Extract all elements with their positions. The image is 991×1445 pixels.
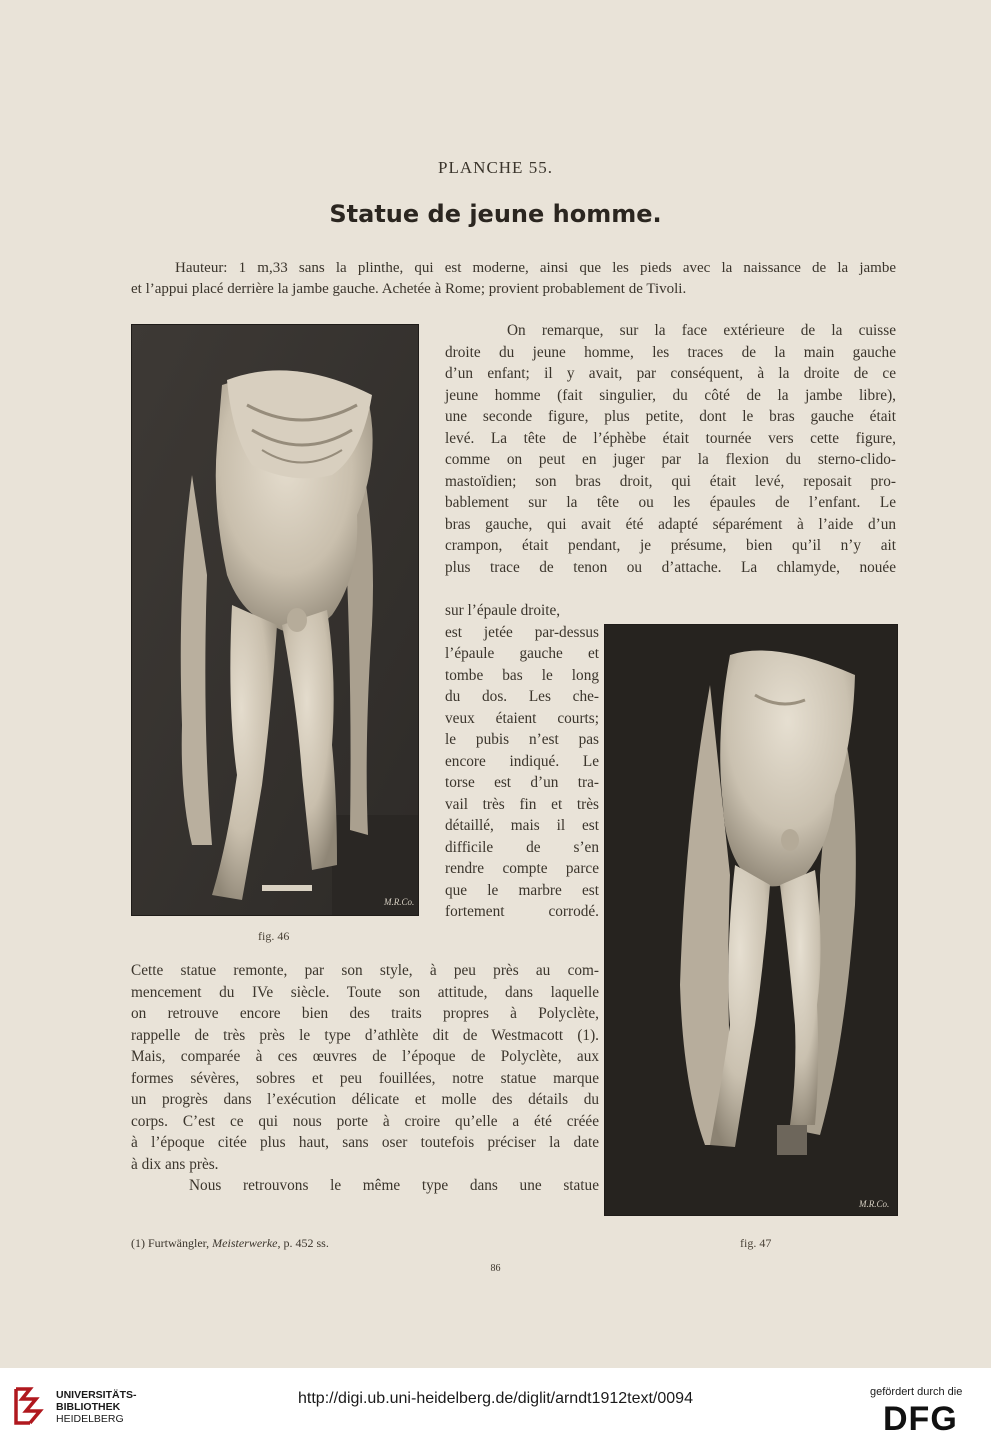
narrow-column-text — [445, 600, 599, 930]
statue-torso-front-image — [132, 325, 418, 915]
text-line: à l’époque citée plus haut, sans oser toutefois préciser la date — [131, 1134, 599, 1151]
text-line: une seconde figure, plus petite, dont le bras gauche était — [445, 408, 896, 425]
text-line: on retrouve encore bien des traits propres à Polyclète, — [131, 1005, 599, 1022]
figure-46-photo — [131, 324, 419, 916]
text-line: un progrès dans l’exécution délicate et molle des détails du — [131, 1091, 599, 1108]
library-name-line: BIBLIOTHEK — [56, 1401, 121, 1413]
text-line: fortement corrodé. — [445, 903, 599, 920]
text-line: mastoïdien; son bras droit, qui était levé, reposait pro- — [445, 472, 896, 490]
text-line: difficile de s’en — [445, 838, 599, 856]
text-line: veux étaient courts; — [445, 709, 599, 727]
text-line: encore indiqué. Le — [445, 752, 599, 770]
page-title: Statue de jeune homme. — [329, 200, 662, 228]
text-line: plus trace de tenon ou d’attache. La chlamyde, nouée — [445, 558, 896, 576]
text-line: Cette statue remonte, par son style, à peu près au com- — [131, 962, 599, 979]
text-line: vail très fin et très — [445, 795, 599, 813]
text-line: rappelle de très près le type d’athlète dit de Westmacott (1). — [131, 1026, 599, 1044]
text-line: d’un enfant; il y avait, par conséquent, à la droite de ce — [445, 365, 896, 382]
text-line: sur l’épaule droite, — [445, 602, 561, 619]
text-line: bablement sur la tête ou les épaules de l’enfant. Le — [445, 494, 896, 511]
text-line: jeune homme (fait singulier, du côté de la jambe libre), — [445, 386, 896, 404]
plate-number: PLANCHE 55. — [438, 158, 553, 177]
footnote-number: (1) — [131, 1236, 145, 1250]
page-number: 86 — [490, 1263, 501, 1274]
text-line: Mais, comparée à ces œuvres de l’époque de Polyclète, aux — [131, 1048, 599, 1065]
figure-47-photo — [604, 624, 898, 1216]
photographer-mark: M.R.Co. — [859, 1199, 890, 1209]
footnote-ref: p. 452 ss. — [283, 1236, 329, 1250]
funding-caption: gefördert durch die — [870, 1386, 963, 1398]
footnote-work: Meisterwerke, — [212, 1236, 281, 1250]
text-line: détaillé, mais il est — [445, 817, 599, 834]
text-line: que le marbre est — [445, 881, 599, 899]
dfg-logo: DFG — [883, 1400, 958, 1438]
text-line: l’épaule gauche et — [445, 645, 599, 662]
permalink-url[interactable]: http://digi.ub.uni-heidelberg.de/diglit/arndt1912text/0094 — [298, 1390, 693, 1407]
text-line: comme on peut en juger par la flexion du sterno-clido- — [445, 451, 896, 468]
library-name-line: UNIVERSITÄTS- — [56, 1389, 137, 1401]
text-line: du dos. Les che- — [445, 688, 599, 705]
text-line: formes sévères, sobres et peu fouillées, notre statue marque — [131, 1069, 599, 1087]
text-line: mencement du IVe siècle. Toute son attitude, dans laquelle — [131, 983, 599, 1001]
text-line: à dix ans près. — [131, 1155, 219, 1173]
text-line: rendre compte parce — [445, 860, 599, 877]
statue-torso-angle-image — [605, 625, 897, 1215]
text-line: On remarque, sur la face extérieure de la cuisse — [507, 322, 896, 339]
text-line: torse est d’un tra- — [445, 774, 599, 791]
text-line: crampon, était pendant, je présume, bien qu’il n’y ait — [445, 537, 896, 554]
intro-paragraph — [131, 258, 896, 300]
text-line: corps. C’est ce qui nous porte à croire qu’elle a été créée — [131, 1112, 599, 1130]
right-column-text — [445, 320, 896, 580]
figure-47-caption: fig. 47 — [740, 1236, 772, 1250]
figure-46-caption: fig. 46 — [258, 929, 290, 943]
text-line: Nous retrouvons le même type dans une statue — [189, 1177, 599, 1194]
photographer-mark: M.R.Co. — [384, 897, 415, 907]
intro-line: Hauteur: 1 m,33 sans la plinthe, qui est moderne, ainsi que les pieds avec la naissance de la jambe — [175, 260, 896, 276]
footnote — [131, 1236, 329, 1251]
library-name-line: HEIDELBERG — [56, 1413, 124, 1425]
text-line: levé. La tête de l’éphèbe était tournée vers cette figure, — [445, 429, 896, 447]
text-line: le pubis n’est pas — [445, 731, 599, 748]
text-line: bras gauche, qui avait été adapté séparément à l’aide d’un — [445, 515, 896, 533]
intro-line: et l’appui placé derrière la jambe gauche. Achetée à Rome; provient probablement de Tivoli. — [131, 281, 687, 297]
footnote-author: Furtwängler, — [148, 1236, 210, 1250]
text-line: tombe bas le long — [445, 666, 599, 684]
left-column-text — [131, 960, 599, 1200]
text-line: droite du jeune homme, les traces de la main gauche — [445, 343, 896, 361]
text-line: est jetée par-dessus — [445, 623, 599, 641]
